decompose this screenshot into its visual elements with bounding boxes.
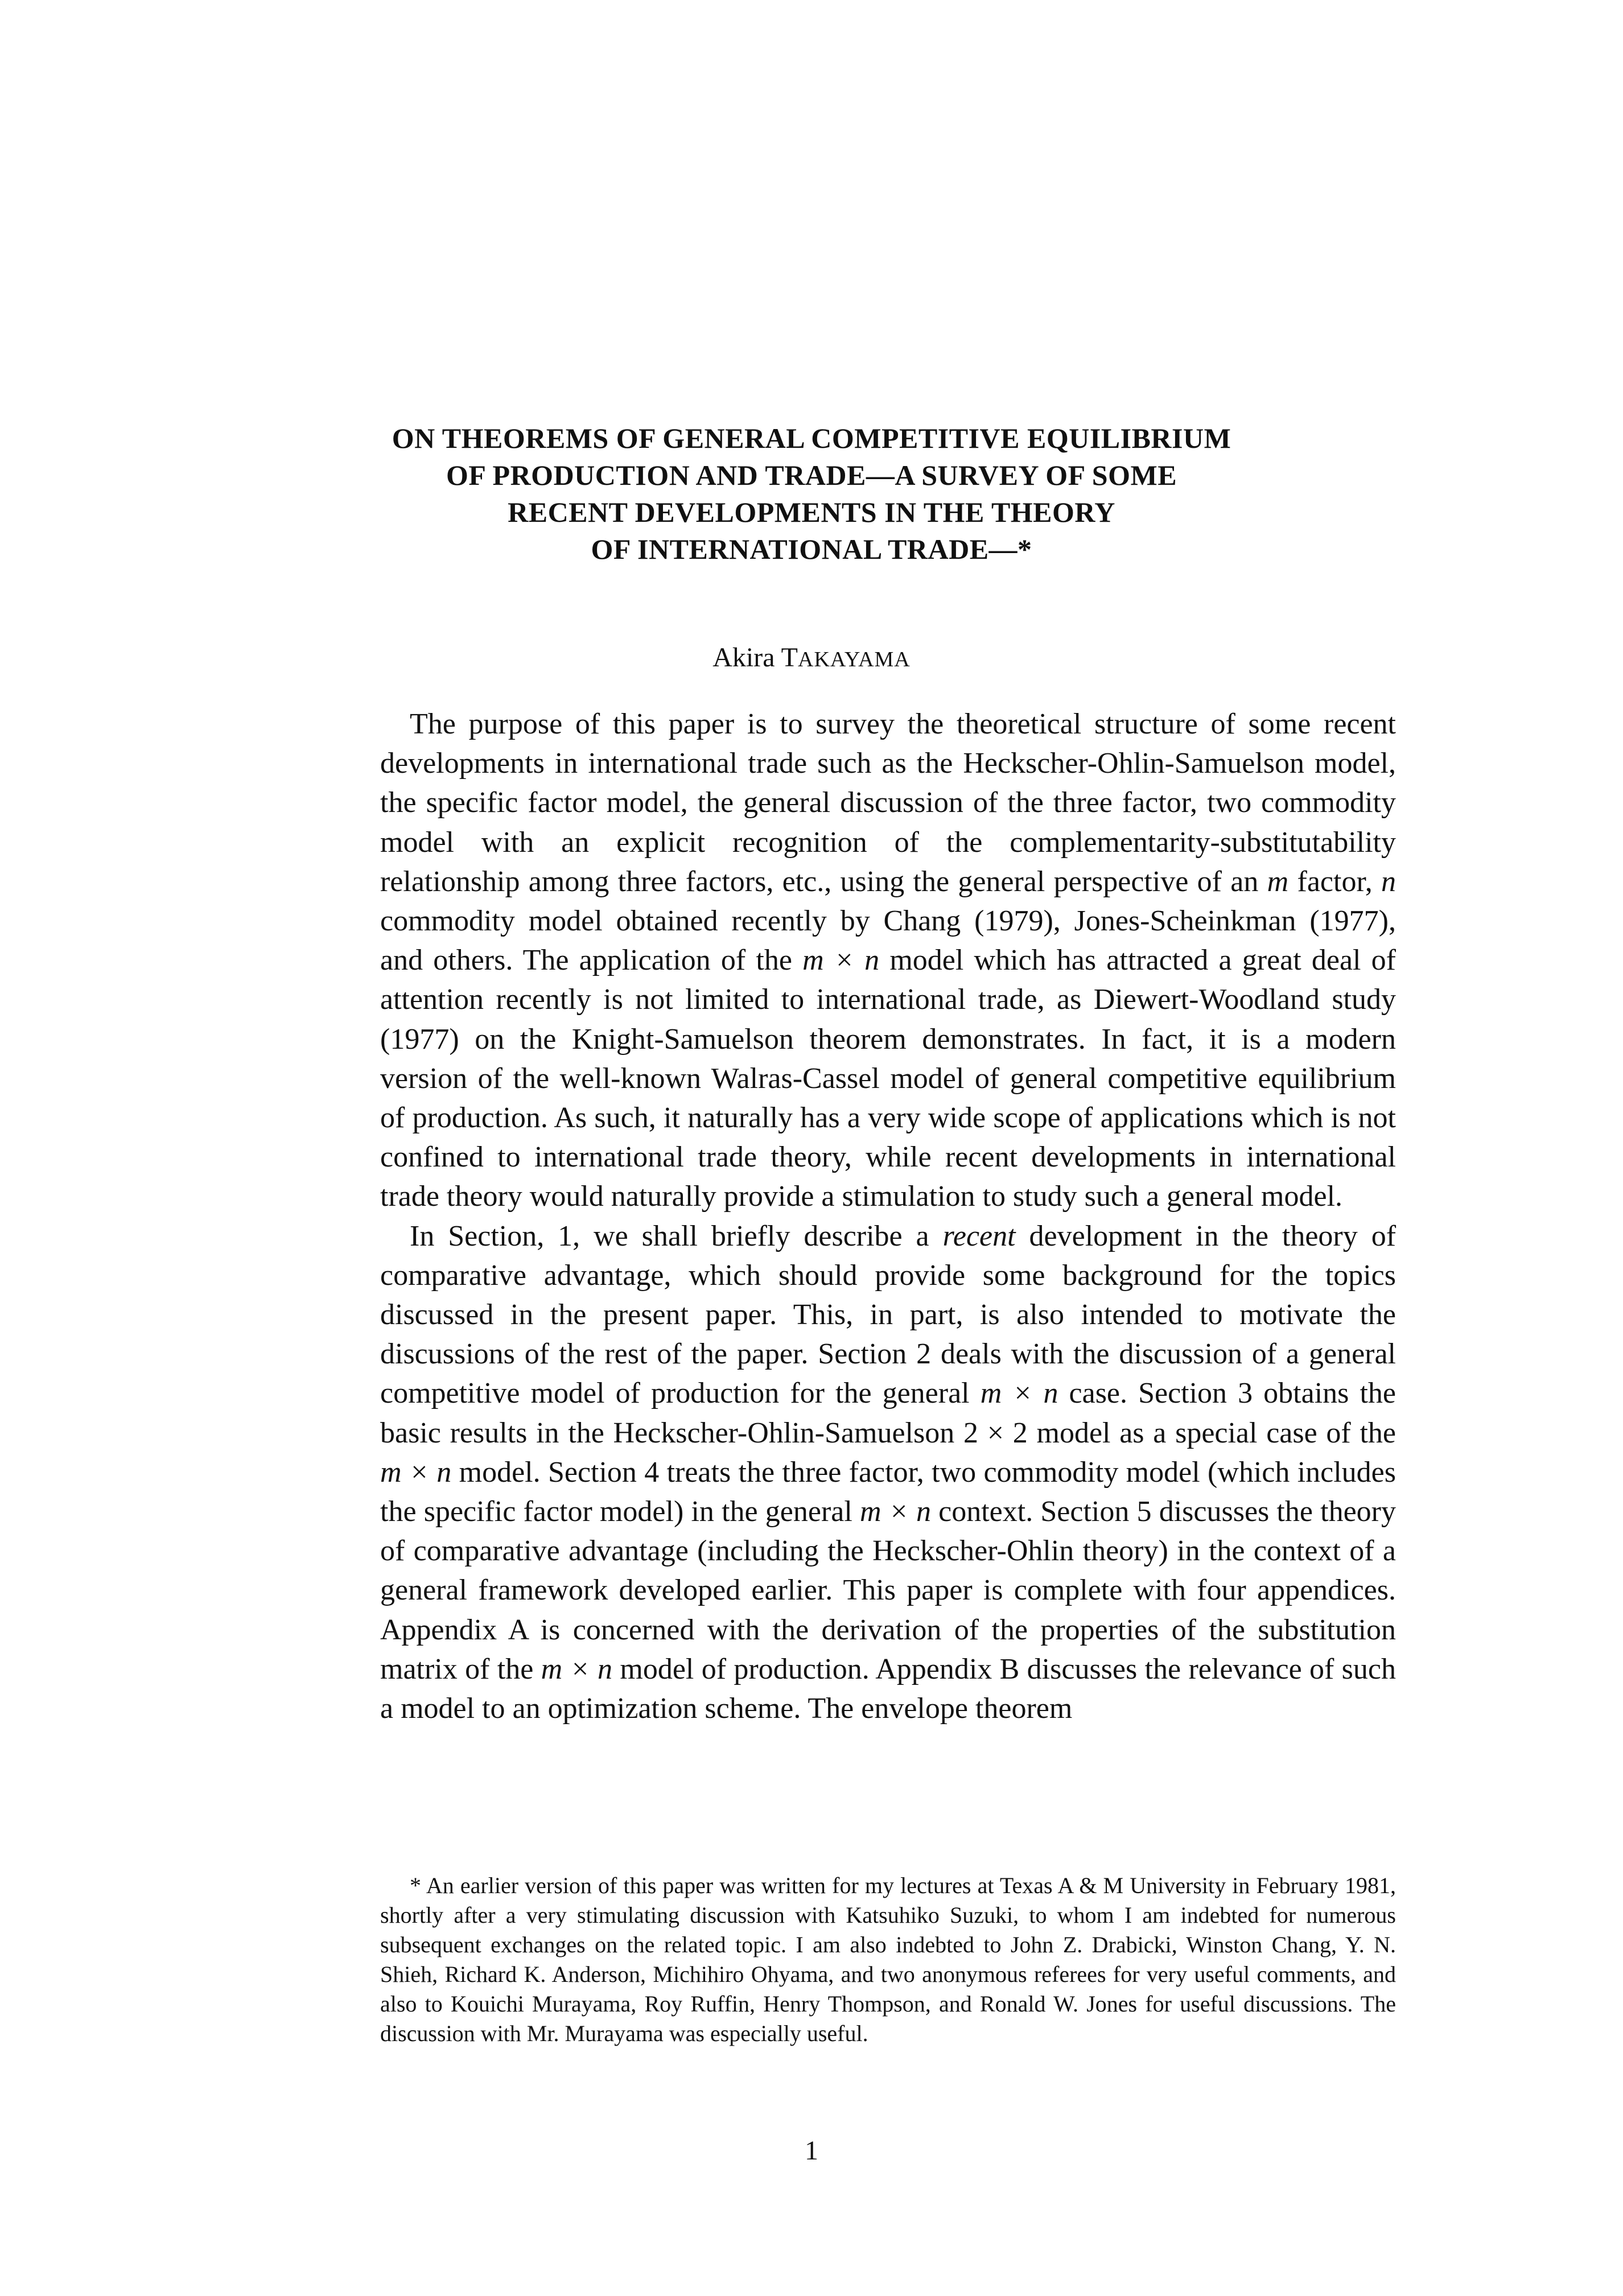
text-run: In Section, 1, we shall briefly describe a xyxy=(410,1219,943,1252)
math-var: n xyxy=(1381,865,1396,898)
text-run: context. Section 5 discusses the theory of comparative advantage (including the Heckscher-Ohlin theory) in the context of a general framework developed earlier. This paper is complete with four appendices. Appendix A is concerned with the derivation of the properties of the substitution matrix of the xyxy=(380,1495,1396,1685)
text-run: factor, xyxy=(1288,865,1381,898)
math-expr: m × n xyxy=(859,1495,931,1528)
abstract-body xyxy=(380,704,1396,1728)
author-first-name: Akira xyxy=(712,642,775,673)
body-paragraph xyxy=(380,1217,1396,1729)
text-run: model which has attracted a great deal of attention recently is not limited to international trade, as Diewert-Woodland study (1977) on the Knight-Samuelson theorem demonstrates. In fact, it is a modern version of the well-known Walras-Cassel model of general competitive equilibrium of production. As such, it naturally has a very wide scope of applications which is not confined to international trade theory, while recent developments in international trade theory would naturally provide a stimulation to study such a general model. xyxy=(380,944,1396,1213)
text-run: model. Section 4 treats the three factor, two commodity model (which includes the specific factor model) in the general xyxy=(380,1456,1396,1528)
title-line: OF PRODUCTION AND TRADE—A SURVEY OF SOME xyxy=(446,459,1177,491)
math-expr: m × n xyxy=(980,1377,1058,1410)
page-number: 1 xyxy=(805,2136,818,2166)
emphasis: recent xyxy=(942,1219,1016,1252)
text-run: model of production. Appendix B discusses the relevance of such a model to an optimization scheme. The envelope theorem xyxy=(380,1652,1396,1725)
author-last-initial: T xyxy=(781,642,798,673)
body-paragraph xyxy=(380,704,1396,1217)
title-line: OF INTERNATIONAL TRADE—* xyxy=(591,533,1032,565)
author-name xyxy=(0,642,1623,673)
footnote-text: * An earlier version of this paper was written for my lectures at Texas A & M University in February 1981, shortly after a very stimulating discussion with Katsuhiko Suzuki, to whom I am indebted for numerous subsequent exchanges on the related topic. I am also indebted to John Z. Drabicki, Winston Chang, Y. N. Shieh, Richard K. Anderson, Michihiro Ohyama, and two anonymous referees for very useful comments, and also to Kouichi Murayama, Roy Ruffin, Henry Thompson, and Ronald W. Jones for useful discussions. The discussion with Mr. Murayama was especially useful. xyxy=(380,1873,1396,2046)
text-run: development in the theory of comparative advantage, which should provide some background for the topics discussed in the present paper. This, in part, is also intended to motivate the discussions of the rest of the paper. Section 2 deals with the discussion of a general competitive model of production for the general xyxy=(380,1219,1397,1410)
math-var: m xyxy=(1267,865,1289,898)
paper-title xyxy=(0,420,1623,568)
text-run: commodity model obtained recently by Chang (1979), Jones-Scheinkman (1977), and others. The application of the xyxy=(380,905,1396,977)
author-last-name xyxy=(781,642,911,673)
math-expr: m × n xyxy=(541,1652,613,1685)
text-run: case. Section 3 obtains the basic results in the Heckscher-Ohlin-Samuelson 2 × 2 model as a special case of the xyxy=(380,1377,1396,1449)
author-last-rest: AKAYAMA xyxy=(798,648,911,671)
math-expr: m × n xyxy=(802,944,880,977)
math-expr: m × n xyxy=(380,1456,452,1489)
text-run: The purpose of this paper is to survey the theoretical structure of some recent developments in international trade such as the Heckscher-Ohlin-Samuelson model, the specific factor model, the general discussion of the three factor, two commodity model with an explicit recognition of the complementarity-substitutability relationship among three factors, etc., using the general perspective of an xyxy=(380,708,1396,898)
title-line: ON THEOREMS OF GENERAL COMPETITIVE EQUILIBRIUM xyxy=(392,422,1231,454)
title-line: RECENT DEVELOPMENTS IN THE THEORY xyxy=(508,496,1115,528)
footnote xyxy=(380,1871,1396,2048)
